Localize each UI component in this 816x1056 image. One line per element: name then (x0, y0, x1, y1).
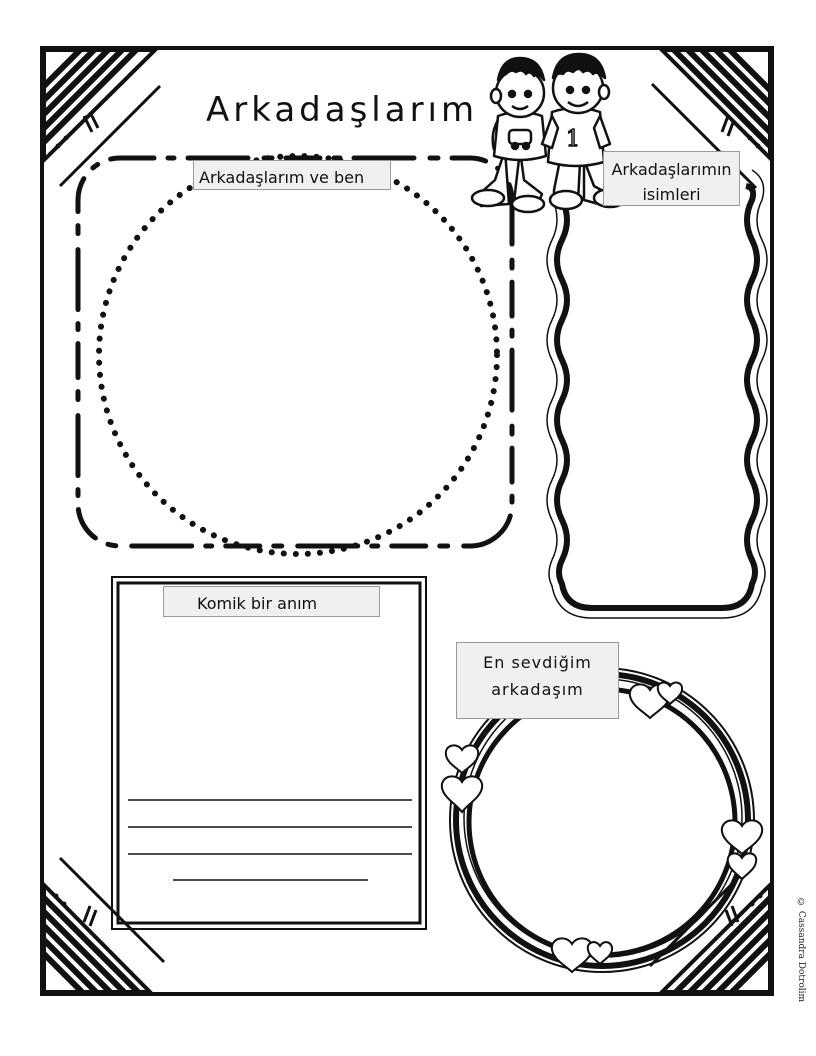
writing-lines (128, 800, 412, 880)
label-friends-and-me: Arkadaşlarım ve ben (193, 160, 391, 190)
copyright-notice: © Cassandra Dotrolim (796, 898, 806, 1003)
corner-decoration-top-left (20, 20, 166, 186)
heart-icon (442, 776, 482, 812)
friend-names-wavy-frame (547, 170, 767, 618)
funny-memory-box (112, 577, 426, 929)
label-friend-names-line2: isimleri (642, 185, 701, 204)
label-best-friend (456, 642, 619, 719)
label-best-friend-line1: En sevdiğim (483, 653, 592, 672)
heart-icon (722, 820, 762, 854)
svg-text:1: 1 (566, 127, 580, 152)
label-friend-names-line1: Arkadaşlarımın (611, 160, 732, 179)
page-title: Arkadaşlarım (206, 90, 479, 130)
label-funny-memory: Komik bir anım (163, 586, 380, 617)
label-best-friend-line2: arkadaşım (491, 680, 584, 699)
heart-icon (728, 853, 756, 879)
dotted-drawing-circle (99, 156, 497, 554)
corner-decoration-bottom-left (20, 858, 166, 1020)
kid-left (472, 58, 546, 212)
label-friend-names (603, 151, 740, 206)
heart-icon (588, 942, 612, 964)
